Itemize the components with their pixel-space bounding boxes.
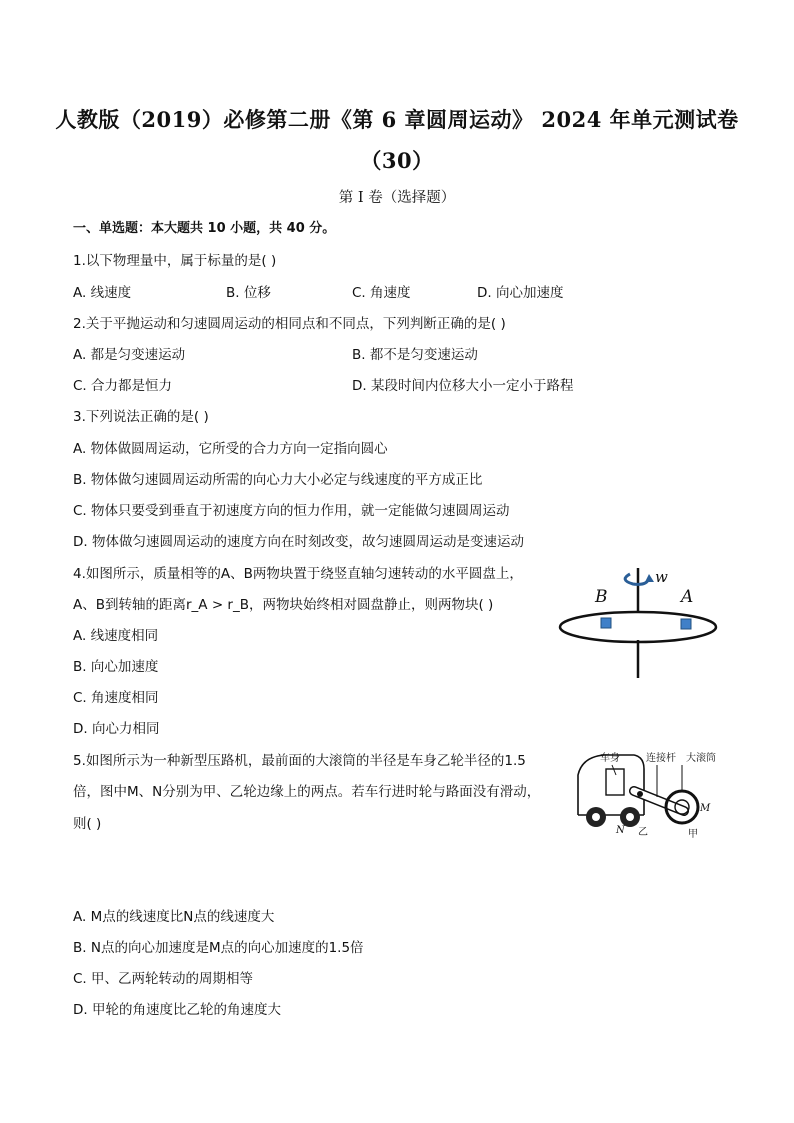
question-3-option-b: B. 物体做匀速圆周运动所需的向心力大小必定与线速度的平方成正比 [73, 472, 483, 488]
volume-heading: 第 I 卷（选择题） [338, 190, 456, 206]
question-2-option-c: C. 合力都是恒力 [73, 378, 173, 394]
question-1-option-b: B. 位移 [226, 285, 271, 301]
figure-label-yi: 乙 [638, 827, 648, 838]
question-5-stem-line1: 5.如图所示为一种新型压路机，最前面的大滚筒的半径是车身乙轮半径的1.5 [73, 753, 526, 769]
figure-label-body: 车身 [600, 753, 620, 764]
question-2-option-b: B. 都不是匀变速运动 [352, 347, 478, 363]
question-4-stem-line1: 4.如图所示，质量相等的A、B两物块置于绕竖直轴匀速转动的水平圆盘上， [73, 566, 523, 582]
question-3-option-a: A. 物体做圆周运动，它所受的合力方向一定指向圆心 [73, 441, 388, 457]
question-4-option-a: A. 线速度相同 [73, 628, 159, 644]
road-roller-figure [572, 745, 752, 845]
question-4-option-d: D. 向心力相同 [73, 721, 160, 737]
figure-label-jia: 甲 [688, 829, 698, 840]
question-3-option-d: D. 物体做匀速圆周运动的速度方向在时刻改变，故匀速圆周运动是变速运动 [73, 534, 524, 550]
figure-label-n: N [616, 825, 625, 836]
question-1-option-d: D. 向心加速度 [477, 285, 564, 301]
figure-label-rod: 连接杆 [646, 753, 676, 764]
question-2-option-d: D. 某段时间内位移大小一定小于路程 [352, 378, 574, 394]
figure-label-drum: 大滚筒 [686, 753, 716, 764]
section-heading: 一、单选题：本大题共 10 小题，共 40 分。 [73, 221, 336, 236]
rotating-disc-figure [555, 560, 725, 680]
figure-label-a: A [681, 587, 694, 607]
question-1-stem: 1.以下物理量中，属于标量的是( ) [73, 253, 277, 269]
question-4-stem-line2: A、B到转轴的距离r_A > r_B，两物块始终相对圆盘静止，则两物块( ) [73, 597, 494, 613]
question-5-option-d: D. 甲轮的角速度比乙轮的角速度大 [73, 1002, 281, 1018]
question-4-option-b: B. 向心加速度 [73, 659, 159, 675]
question-5-option-c: C. 甲、乙两轮转动的周期相等 [73, 971, 254, 987]
figure-label-b: B [595, 587, 608, 607]
question-2-stem: 2.关于平抛运动和匀速圆周运动的相同点和不同点，下列判断正确的是( ) [73, 316, 506, 332]
question-2-option-a: A. 都是匀变速运动 [73, 347, 186, 363]
question-4-option-c: C. 角速度相同 [73, 690, 159, 706]
paper-title-line2: （30） [360, 148, 434, 173]
question-5-stem-line2: 倍，图中M、N分别为甲、乙轮边缘上的两点。若车行进时轮与路面没有滑动， [73, 784, 541, 800]
question-3-option-c: C. 物体只要受到垂直于初速度方向的恒力作用，就一定能做匀速圆周运动 [73, 503, 510, 519]
question-5-option-b: B. N点的向心加速度是M点的向心加速度的1.5倍 [73, 940, 364, 956]
figure-label-w: w [655, 568, 668, 586]
figure-label-m: M [700, 803, 711, 814]
question-1-option-c: C. 角速度 [352, 285, 411, 301]
question-5-option-a: A. M点的线速度比N点的线速度大 [73, 909, 275, 925]
question-1-option-a: A. 线速度 [73, 285, 132, 301]
question-3-stem: 3.下列说法正确的是( ) [73, 409, 209, 425]
paper-title-line1: 人教版（2019）必修第二册《第 6 章圆周运动》 2024 年单元测试卷 [55, 107, 739, 132]
question-5-stem-line3: 则( ) [73, 816, 102, 832]
